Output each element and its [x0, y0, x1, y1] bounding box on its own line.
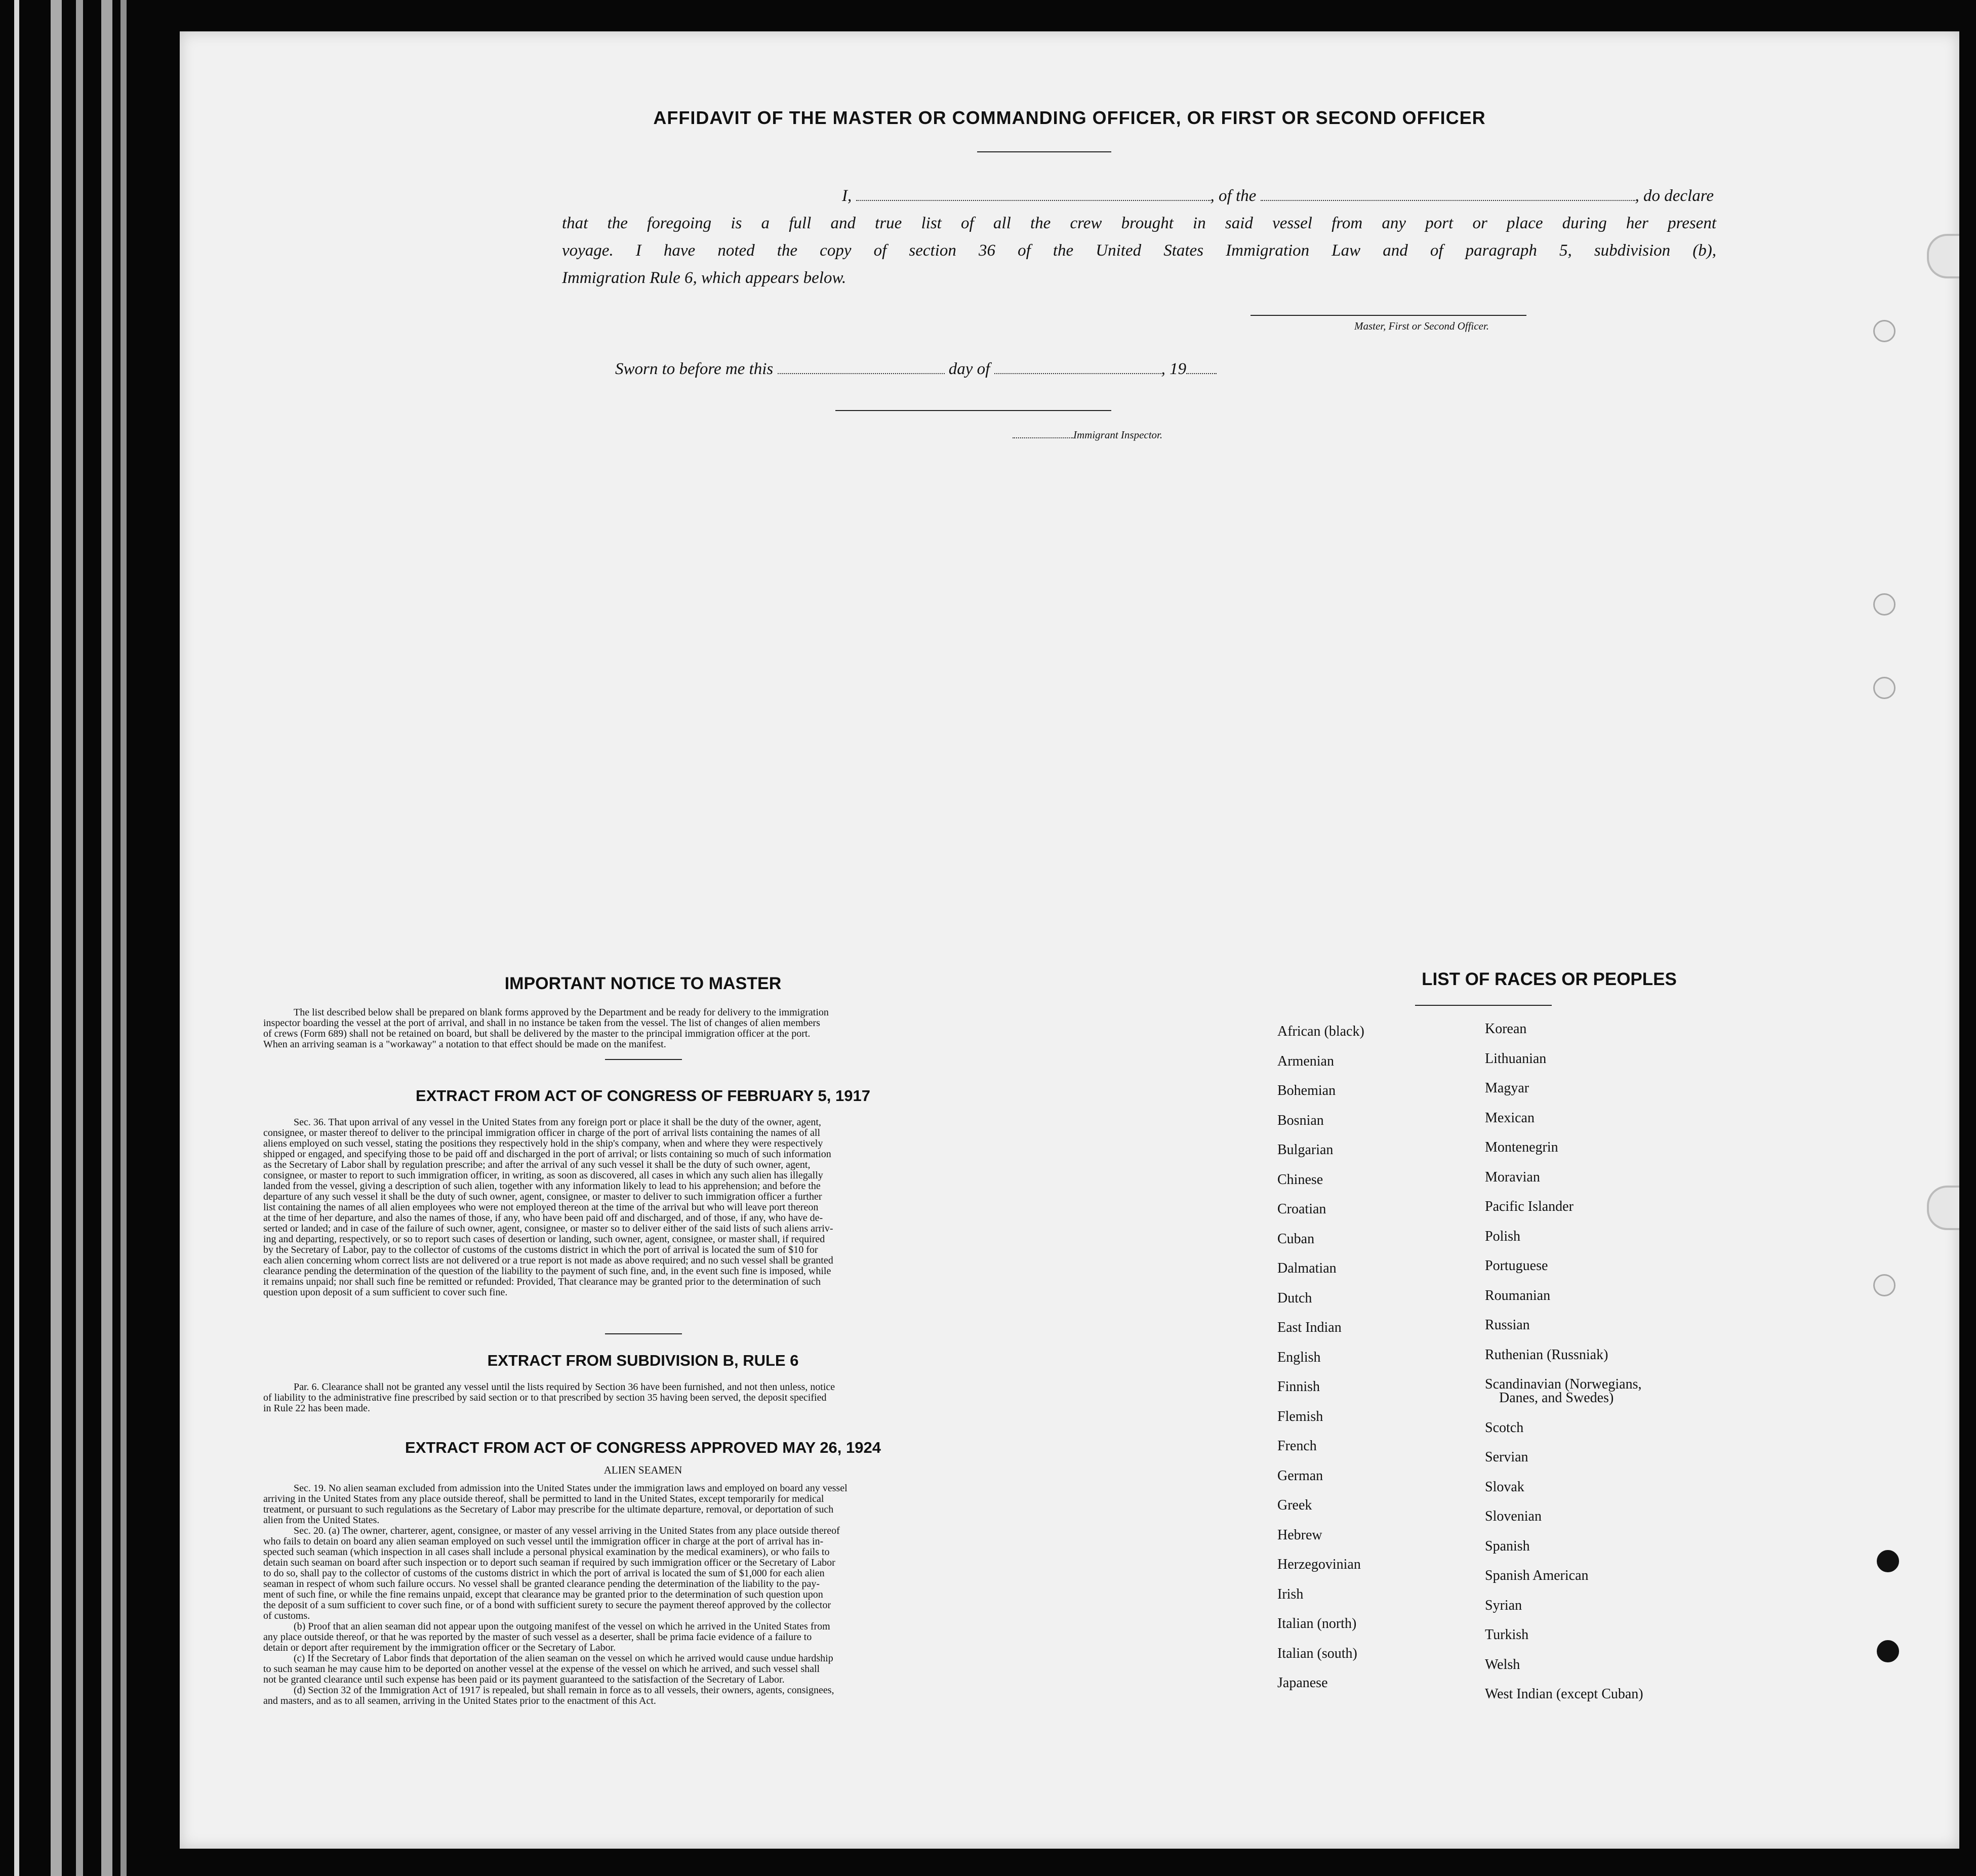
race-item: Spanish American [1485, 1568, 1589, 1583]
race-item: Slovenian [1485, 1508, 1542, 1524]
text-line: list containing the names of all alien employees who were not employed thereon at the time of the arrival but who will leave port thereon [263, 1202, 819, 1213]
text-line: When an arriving seaman is a "workaway" a notation to that effect should be made on the manifest. [263, 1039, 666, 1050]
races-title: LIST OF RACES OR PEOPLES [1422, 969, 1677, 989]
section-divider [605, 1059, 682, 1060]
text-line: shipped or engaged, and specifying those to be paid off and discharged in the port of arrival; or lists containing so much of such information [263, 1149, 831, 1160]
affidavit-text-line: that the foregoing is a full and true list of all the crew brought in said vessel from any port or place during her present [562, 214, 1716, 232]
signature-line [1251, 315, 1526, 316]
page-edge-tab [1927, 234, 1959, 278]
race-item: African (black) [1277, 1024, 1364, 1039]
extract-1924-title: EXTRACT FROM ACT OF CONGRESS APPROVED MAY 26, 1924 [405, 1439, 881, 1456]
race-item: Mexican [1485, 1110, 1535, 1126]
race-item: Herzegovinian [1277, 1557, 1361, 1572]
extract-1917-text [263, 1117, 1010, 1298]
text-line: it remains unpaid; nor shall such fine be remitted or refunded: Provided, That clearance may be granted prior to the determination of such [263, 1277, 821, 1287]
race-item: Cuban [1277, 1231, 1315, 1247]
race-item: Hebrew [1277, 1527, 1322, 1543]
sworn-line [615, 355, 1217, 383]
inspector-name-field[interactable] [1013, 427, 1073, 438]
text-line: clearance pending the determination of the question of the liability to the payment of such fine, and, in the event such fine is imposed, while [263, 1266, 831, 1277]
race-item: Bulgarian [1277, 1142, 1334, 1158]
alien-seamen-subtitle: ALIEN SEAMEN [603, 1464, 682, 1476]
text-line: by the Secretary of Labor, pay to the collector of customs of the customs district in which the port of arrival is located the sum of $10 for [263, 1245, 818, 1255]
race-item: Dutch [1277, 1290, 1312, 1306]
race-item: Scotch [1485, 1419, 1524, 1436]
race-item: Magyar [1485, 1080, 1529, 1096]
race-item: West Indian (except Cuban) [1485, 1686, 1643, 1702]
punch-hole [1873, 320, 1896, 342]
text-line: in Rule 22 has been made. [263, 1403, 371, 1414]
race-item: Polish [1485, 1228, 1521, 1244]
affidavit-of-the: , of the [1210, 187, 1257, 205]
document-page [180, 31, 1959, 1849]
punch-hole [1873, 1274, 1896, 1296]
race-item: Welsh [1485, 1656, 1520, 1673]
binder-spine-strip [14, 0, 19, 1876]
race-item: English [1277, 1349, 1321, 1365]
race-item: Montenegrin [1485, 1139, 1558, 1155]
binder-spine-strip [101, 0, 112, 1876]
race-item: German [1277, 1467, 1323, 1484]
extract-1924-text [263, 1483, 1010, 1706]
race-item: Croatian [1277, 1201, 1326, 1217]
text-line: to such seaman he may cause him to be deported on another vessel at the expense of the vessel on which he arrived, and such vessel shall [263, 1664, 820, 1675]
race-item: Chinese [1277, 1171, 1323, 1188]
text-line: seaman in respect of whom such failure occurs. No vessel shall be granted clearance pending the determination of the liability to the pay- [263, 1579, 820, 1589]
notice-title: IMPORTANT NOTICE TO MASTER [504, 974, 782, 993]
text-line: question upon deposit of a sum sufficient to cover such fine. [263, 1287, 508, 1298]
text-line: treatment, or pursuant to such regulations as the Secretary of Labor may prescribe for the ultimate departure, removal, or deportation of such [263, 1504, 834, 1515]
race-item: Korean [1485, 1021, 1527, 1037]
race-item: Greek [1277, 1497, 1312, 1513]
punch-hole [1877, 1640, 1899, 1662]
text-line: consignee, or master to report to such immigration officer, in writing, as soon as discovered, all cases in which any such alien has illegally [263, 1170, 823, 1181]
sworn-month-field[interactable] [994, 358, 1161, 374]
text-line: Sec. 20. (a) The owner, charterer, agent, consignee, or master of any vessel arriving in the United States from any place outside thereof [294, 1526, 840, 1536]
text-line: (b) Proof that an alien seaman did not appear upon the outgoing manifest of the vessel on which he arrived in the United States from [294, 1621, 830, 1632]
text-line: aliens employed on such vessel, stating the positions they respectively hold in the ship's company, when and where they were respectively [263, 1138, 823, 1149]
race-item: East Indian [1277, 1320, 1342, 1335]
affidavit-text-line: Immigration Rule 6, which appears below. [562, 269, 846, 287]
text-line: of customs. [263, 1611, 310, 1621]
race-item: Syrian [1485, 1597, 1522, 1613]
race-item: Servian [1485, 1449, 1528, 1465]
race-item: Armenian [1277, 1053, 1334, 1069]
text-line: serted or landed; and in case of the failure of such owner, agent, consignee, or master so to deliver either of the said lists of such aliens arriv- [263, 1224, 833, 1234]
race-item: Pacific Islander [1485, 1199, 1574, 1214]
text-line: The list described below shall be prepared on blank forms approved by the Department and be ready for delivery to the immigration [294, 1007, 829, 1018]
binder-spine-strip [76, 0, 83, 1876]
affidavit-title: AFFIDAVIT OF THE MASTER OR COMMANDING OFFICER, OR FIRST OR SECOND OFFICER [653, 107, 1486, 128]
text-line: detain or deport after requirement by the immigration officer or the Secretary of Labor. [263, 1643, 616, 1653]
signature-caption: Master, First or Second Officer. [1354, 320, 1489, 332]
races-divider [1415, 1005, 1552, 1006]
race-item: Italian (north) [1277, 1616, 1357, 1632]
text-line: ing and departing, respectively, or so to report such cases of desertion or landing, such owner, agent, consignee, or master shall, if required [263, 1234, 825, 1245]
binder-spine-strip [51, 0, 62, 1876]
extract-1917-title: EXTRACT FROM ACT OF CONGRESS OF FEBRUARY 5, 1917 [416, 1087, 870, 1105]
inspector-signature-line [835, 410, 1111, 411]
inspector-caption-line [1013, 427, 1162, 441]
text-line: the deposit of a sum sufficient to cover such fine, or of a bond with sufficient surety to secure the payment thereof approved by the collector [263, 1600, 831, 1611]
affidavit-do-declare: , do declare [1635, 187, 1714, 205]
text-line: who fails to detain on board any alien seaman employed on such vessel until the immigration officer in charge at the port of arrival has in- [263, 1536, 824, 1547]
section-divider [605, 1333, 682, 1334]
text-line: and masters, and as to all seamen, arriving in the United States prior to the enactment of this Act. [263, 1696, 656, 1706]
text-line: alien from the United States. [263, 1515, 380, 1526]
text-line: landed from the vessel, giving a description of such alien, together with any information likely to lead to his apprehension; and before the [263, 1181, 821, 1192]
text-line: any place outside thereof, or that he was reported by the master of such vessel as a deserter, shall be prima facie evidence of a failure to [263, 1632, 812, 1643]
text-line: Par. 6. Clearance shall not be granted any vessel until the lists required by Section 36 have been furnished, and not then unless, notice [294, 1382, 835, 1393]
race-item: Slovak [1485, 1479, 1524, 1495]
sworn-text: Sworn to before me this [615, 360, 774, 378]
text-line: arriving in the United States from any place outside thereof, shall be permitted to land in the United States, except temporarily for medical [263, 1494, 824, 1504]
text-line: consignee, or master thereof to deliver to the principal immigration officer in charge of the port of arrival lists containing the names of all [263, 1128, 821, 1138]
notice-text [263, 1007, 1010, 1050]
punch-hole [1873, 677, 1896, 699]
sworn-day-field[interactable] [778, 358, 945, 374]
race-item: Ruthenian (Russniak) [1485, 1347, 1608, 1363]
text-line: not be granted clearance until such expense has been paid or its payment guaranteed to the satisfaction of the Secretary of Labor. [263, 1675, 785, 1685]
text-line: as the Secretary of Labor shall by regulation prescribe; and after the arrival of any such vessel it shall be the duty of such owner, agent, [263, 1160, 811, 1170]
race-item: French [1277, 1438, 1317, 1454]
race-item: Irish [1277, 1586, 1304, 1602]
race-item: Bohemian [1277, 1083, 1336, 1098]
text-line: at the time of her departure, and also the names of those, if any, who have been paid off and discharged, and of those, if any, who have de- [263, 1213, 823, 1224]
text-line: departure of any such vessel it shall be the duty of such owner, agent, consignee, or master to deliver to such immigration officer a further [263, 1192, 822, 1202]
race-item: Flemish [1277, 1408, 1323, 1424]
affidavit-i: I, [842, 187, 852, 205]
race-item: Portuguese [1485, 1258, 1548, 1274]
text-line: (d) Section 32 of the Immigration Act of 1917 is repealed, but shall remain in force as to all vessels, their owners, agents, consignees, [294, 1685, 834, 1696]
name-field[interactable] [856, 185, 1211, 201]
text-line: each alien concerning whom correct lists are not delivered or a true report is not made as above required; and no such vessel shall be granted [263, 1255, 833, 1266]
race-item: Finnish [1277, 1379, 1320, 1395]
race-item: Danes, and Swedes) [1499, 1390, 1614, 1406]
race-item: Spanish [1485, 1538, 1530, 1554]
text-line: inspector boarding the vessel at the port of arrival, and shall in no instance be taken from the vessel. The list of changes of alien members [263, 1018, 820, 1029]
text-line: to do so, shall pay to the collector of customs of the customs district in which the port of arrival is located the sum of $1,000 for each alien [263, 1568, 825, 1579]
text-line: spected such seaman (which inspection in all cases shall include a personal physical examination by the medical examiners), or who fails to [263, 1547, 830, 1558]
text-line: detain such seaman on board after such inspection or to deport such seaman if required by such immigration officer or the Secretary of Labor [263, 1558, 835, 1568]
affidavit-declaration-line [580, 182, 1714, 210]
binder-spine-strip [120, 0, 127, 1876]
race-item: Scandinavian (Norwegians, [1485, 1376, 1642, 1392]
race-item: Russian [1485, 1317, 1530, 1333]
sworn-year-field[interactable] [1186, 358, 1217, 374]
vessel-field[interactable] [1261, 185, 1635, 201]
text-line: of liability to the administrative fine prescribed by said section or to that prescribed by section 35 having been served, the deposit specified [263, 1393, 827, 1403]
text-line: Sec. 19. No alien seaman excluded from admission into the United States under the immigration laws and employed on board any vessel [294, 1483, 848, 1494]
text-line: ment of such fine, or while the fine remains unpaid, except that clearance may be granted prior to the determination of such question upon [263, 1589, 823, 1600]
extract-rule6-title: EXTRACT FROM SUBDIVISION B, RULE 6 [487, 1352, 799, 1369]
affidavit-text-line: voyage. I have noted the copy of section 36 of the United States Immigration Law and of paragraph 5, subdivision (b), [562, 241, 1716, 260]
race-item: Roumanian [1485, 1287, 1551, 1303]
race-item: Japanese [1277, 1675, 1328, 1691]
punch-hole [1877, 1550, 1899, 1572]
sworn-day-of: day of [948, 360, 990, 378]
race-item: Bosnian [1277, 1112, 1324, 1128]
race-item: Dalmatian [1277, 1260, 1337, 1276]
text-line: Sec. 36. That upon arrival of any vessel in the United States from any foreign port or place it shall be the duty of the owner, agent, [294, 1117, 821, 1128]
title-divider [977, 151, 1111, 152]
race-item: Lithuanian [1485, 1050, 1547, 1067]
sworn-year-prefix: , 19 [1161, 360, 1187, 378]
inspector-caption: Immigrant Inspector. [1073, 429, 1163, 441]
extract-rule6-text [263, 1382, 1010, 1414]
punch-hole [1873, 593, 1896, 616]
text-line: (c) If the Secretary of Labor finds that deportation of the alien seaman on the vessel on which he arrived would cause undue hardship [294, 1653, 833, 1664]
page-edge-tab [1927, 1186, 1959, 1230]
race-item: Turkish [1485, 1627, 1529, 1643]
race-item: Italian (south) [1277, 1645, 1357, 1661]
race-item: Moravian [1485, 1169, 1540, 1185]
text-line: of crews (Form 689) shall not be retained on board, but shall be delivered by the master to the principal immigration officer at the port. [263, 1029, 811, 1039]
